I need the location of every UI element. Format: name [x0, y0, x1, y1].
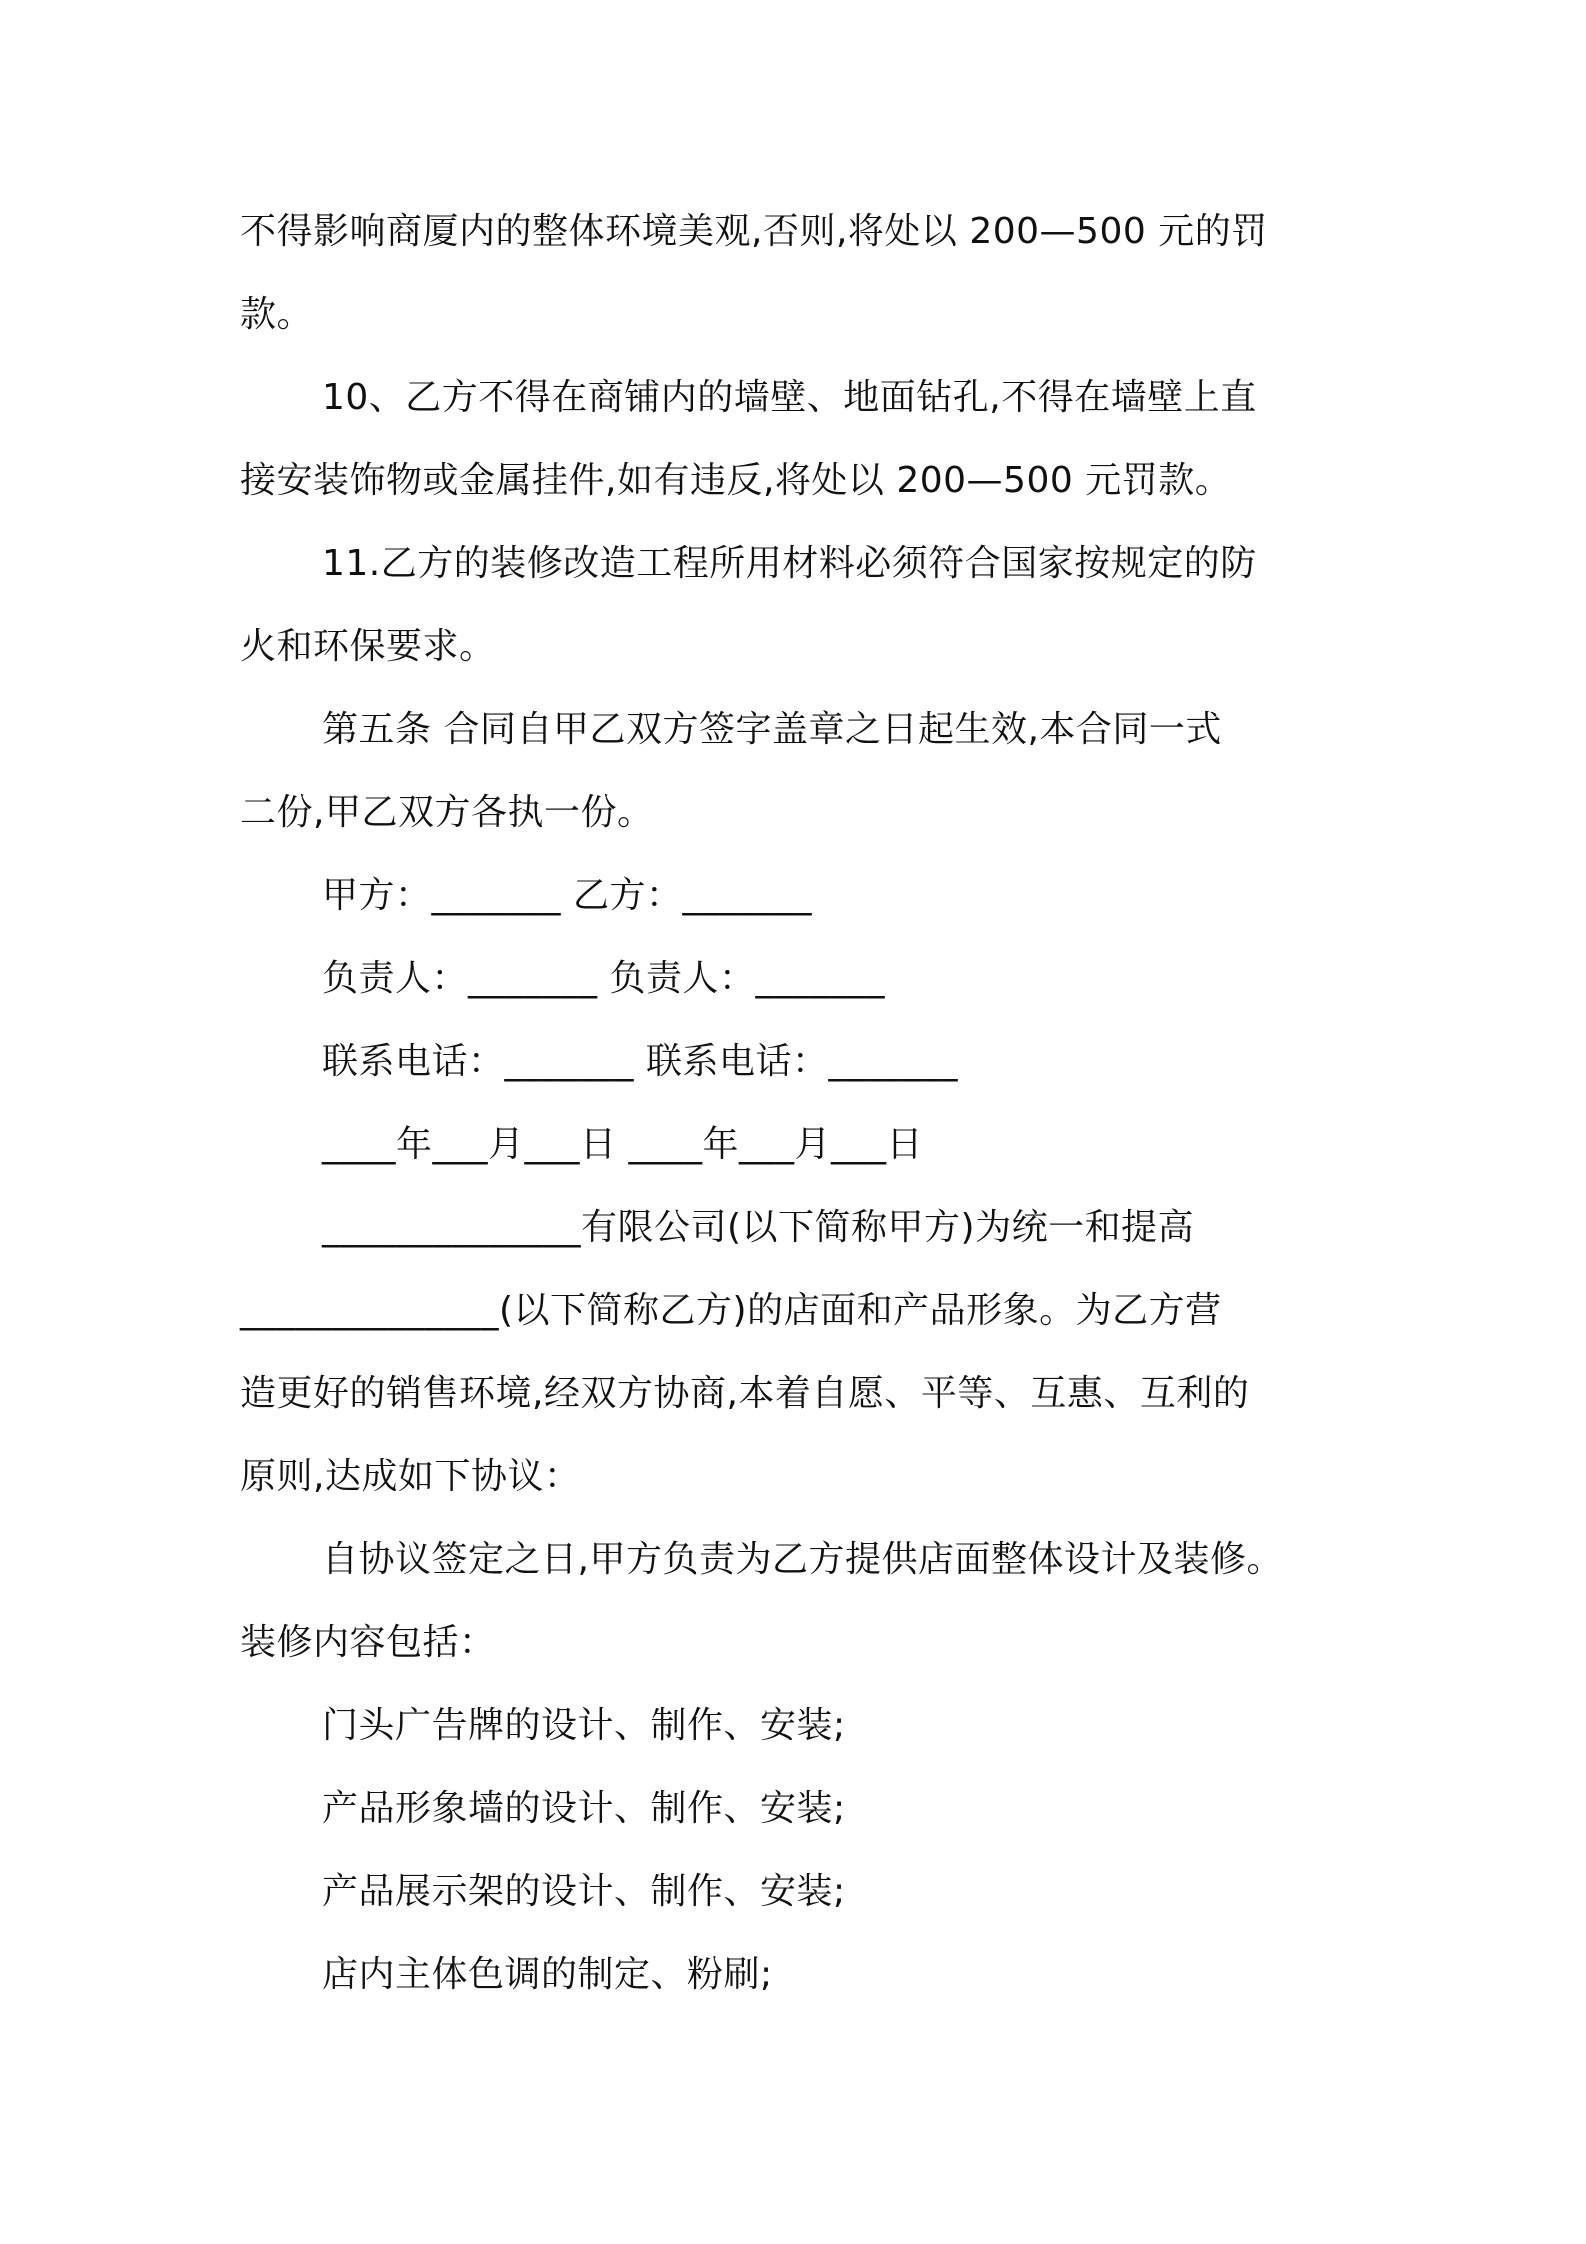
list-item-image-wall: 产品形象墙的设计、制作、安装;: [322, 1788, 846, 1829]
text-line-16: 原则,达成如下协议：: [240, 1456, 581, 1497]
text-line-4: 接安装饰物或金属挂件,如有违反,将处以 200—500 元罚款。: [240, 460, 1232, 501]
text-line-6: 火和环保要求。: [240, 626, 496, 667]
signature-line-date: ____年___月___日 ____年___月___日: [322, 1124, 923, 1165]
document-page: [240, 190, 1360, 2016]
signature-line-responsible: 负责人：_______ 负责人：_______: [322, 958, 885, 999]
text-line-17: 自协议签定之日,甲方负责为乙方提供店面整体设计及装修。: [322, 1539, 1283, 1580]
text-line-8: 二份,甲乙双方各执一份。: [240, 792, 654, 833]
text-line-18: 装修内容包括：: [240, 1622, 496, 1663]
text-line-13: ______________有限公司(以下简称甲方)为统一和提高: [322, 1207, 1195, 1248]
text-line-3: 10、乙方不得在商铺内的墙壁、地面钻孔,不得在墙壁上直: [322, 377, 1257, 418]
text-line-15: 造更好的销售环境,经双方协商,本着自愿、平等、互惠、互利的: [240, 1373, 1250, 1414]
list-item-color-tone: 店内主体色调的制定、粉刷;: [322, 1954, 773, 1995]
signature-line-party: 甲方：_______ 乙方：_______: [322, 875, 812, 916]
text-line-2: 款。: [240, 294, 314, 335]
text-line-5: 11.乙方的装修改造工程所用材料必须符合国家按规定的防: [322, 543, 1257, 584]
list-item-display-rack: 产品展示架的设计、制作、安装;: [322, 1871, 846, 1912]
text-line-1: 不得影响商厦内的整体环境美观,否则,将处以 200—500 元的罚: [240, 211, 1268, 252]
text-line-14: ______________(以下简称乙方)的店面和产品形象。为乙方营: [240, 1290, 1222, 1331]
signature-line-phone: 联系电话：_______ 联系电话：_______: [322, 1041, 958, 1082]
text-line-7: 第五条 合同自甲乙双方签字盖章之日起生效,本合同一式: [322, 709, 1222, 750]
list-item-signboard: 门头广告牌的设计、制作、安装;: [322, 1705, 846, 1746]
